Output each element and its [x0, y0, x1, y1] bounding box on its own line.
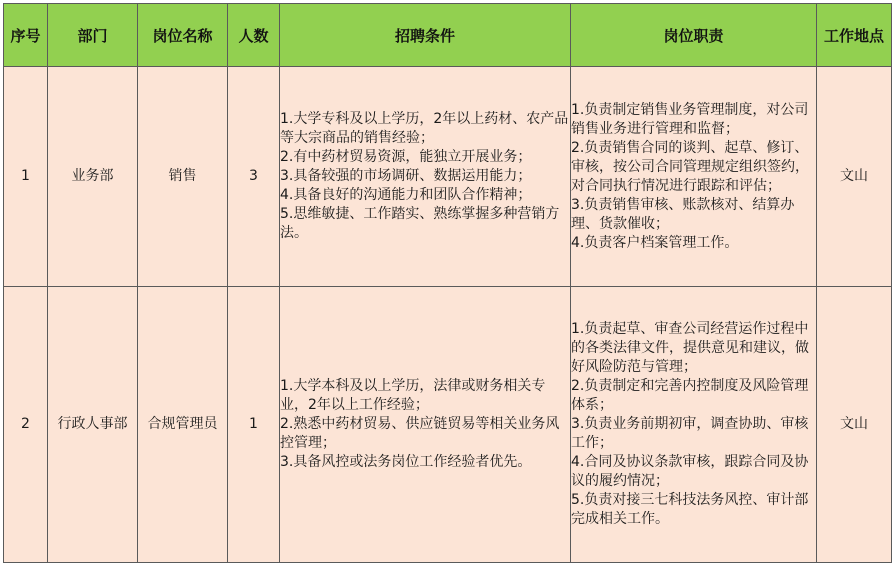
header-seq: 序号 [4, 4, 48, 67]
requirement-item: 1.大学专科及以上学历，2年以上药材、农产品等大宗商品的销售经验； [280, 111, 569, 146]
duty-item: 1.负责起草、审查公司经营运作过程中的各类法律文件，提供意见和建议，做好风险防范与管理； [571, 321, 809, 375]
cell-position: 合规管理员 [138, 287, 228, 563]
cell-duties [571, 287, 817, 563]
duty-item: 4.负责客户档案管理工作。 [571, 234, 739, 251]
requirement-item: 4.具备良好的沟通能力和团队合作精神； [280, 187, 532, 203]
duty-item: 2.负责销售合同的谈判、起草、修订、审核，按公司合同管理规定组织签约，对合同执行情况进行跟踪和评估； [571, 139, 809, 194]
cell-requirements [280, 287, 571, 563]
header-location: 工作地点 [817, 4, 892, 67]
duty-item: 4.合同及协议条款审核，跟踪合同及协议的履约情况； [571, 454, 809, 489]
requirement-item: 3.具备风控或法务岗位工作经验者优先。 [280, 454, 532, 470]
duty-item: 3.负责业务前期初审，调查协助、审核工作； [571, 416, 809, 451]
table-row [4, 287, 892, 563]
requirement-item: 1.大学本科及以上学历，法律或财务相关专业，2年以上工作经验； [280, 378, 546, 413]
requirement-item: 2.熟悉中药材贸易、供应链贸易等相关业务风控管理； [280, 416, 560, 451]
cell-requirements [280, 67, 571, 287]
cell-dept: 业务部 [48, 67, 138, 287]
duty-item: 2.负责制定和完善内控制度及风险管理体系； [571, 378, 809, 413]
duty-item: 3.负责销售审核、账款核对、结算办理、货款催收； [571, 196, 795, 232]
requirement-item: 2.有中药材贸易资源，能独立开展业务； [280, 149, 532, 165]
header-requirements: 招聘条件 [280, 4, 571, 67]
requirement-item: 5.思维敏捷、工作踏实、熟练掌握多种营销方法。 [280, 206, 560, 241]
cell-seq: 2 [4, 287, 48, 563]
recruitment-table [3, 3, 892, 563]
duty-item: 1.负责制定销售业务管理制度，对公司销售业务进行管理和监督； [571, 101, 809, 137]
cell-seq: 1 [4, 67, 48, 287]
duty-item: 5.负责对接三七科技法务风控、审计部完成相关工作。 [571, 492, 809, 527]
requirement-item: 3.具备较强的市场调研、数据运用能力； [280, 168, 532, 184]
cell-location: 文山 [817, 287, 892, 563]
header-count: 人数 [228, 4, 280, 67]
table-row [4, 67, 892, 287]
header-position: 岗位名称 [138, 4, 228, 67]
cell-location: 文山 [817, 67, 892, 287]
cell-count: 3 [228, 67, 280, 287]
header-row [4, 4, 892, 67]
cell-dept: 行政人事部 [48, 287, 138, 563]
cell-duties [571, 67, 817, 287]
header-dept: 部门 [48, 4, 138, 67]
cell-count: 1 [228, 287, 280, 563]
header-duties: 岗位职责 [571, 4, 817, 67]
cell-position: 销售 [138, 67, 228, 287]
